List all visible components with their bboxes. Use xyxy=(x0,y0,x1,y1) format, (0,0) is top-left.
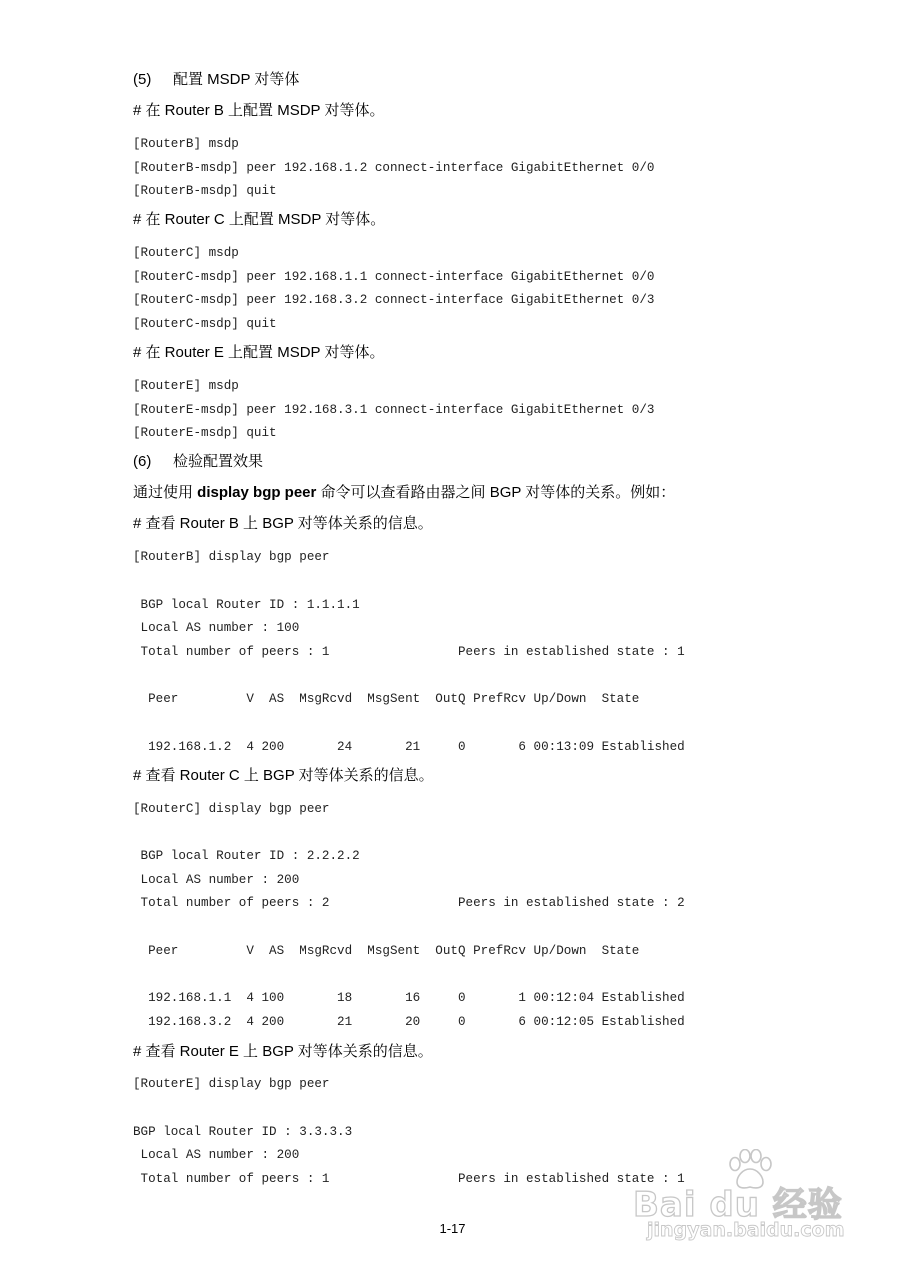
step-router-c-msdp: # 在 Router C 上配置 MSDP 对等体。 xyxy=(133,211,386,228)
code-line: [RouterC-msdp] peer 192.168.3.2 connect-interface GigabitEthernet 0/3 xyxy=(133,293,655,307)
intro-post: 命令可以查看路由器之间 BGP 对等体的关系。例如： xyxy=(316,484,676,501)
code-line: [RouterB-msdp] quit xyxy=(133,184,277,198)
intro-paragraph xyxy=(133,484,675,502)
code-line: [RouterE] msdp xyxy=(133,379,239,393)
section-number: (6) xyxy=(133,453,152,470)
step-router-e-msdp: # 在 Router E 上配置 MSDP 对等体。 xyxy=(133,344,385,361)
code-line: Local AS number : 200 xyxy=(133,1148,300,1162)
code-line: Total number of peers : 2 Peers in established state : 2 xyxy=(133,896,685,910)
table-header: Peer V AS MsgRcvd MsgSent OutQ PrefRcv Up/Down State xyxy=(133,944,640,958)
watermark-brand: Bai du 经验 xyxy=(633,1185,843,1225)
code-line: [RouterC-msdp] peer 192.168.1.1 connect-interface GigabitEthernet 0/0 xyxy=(133,270,655,284)
intro-command: display bgp peer xyxy=(197,484,317,501)
code-line: [RouterB-msdp] peer 192.168.1.2 connect-interface GigabitEthernet 0/0 xyxy=(133,161,655,175)
table-row: 192.168.1.1 4 100 18 16 0 1 00:12:04 Established xyxy=(133,991,685,1005)
code-line: [RouterC] display bgp peer xyxy=(133,802,330,816)
code-line: Local AS number : 200 xyxy=(133,873,300,887)
table-row: 192.168.3.2 4 200 21 20 0 6 00:12:05 Established xyxy=(133,1015,685,1029)
section-title: 配置 MSDP 对等体 xyxy=(173,71,300,88)
table-row: 192.168.1.2 4 200 24 21 0 6 00:13:09 Established xyxy=(133,740,685,754)
section-heading-6 xyxy=(133,453,263,471)
section-heading-5 xyxy=(133,71,299,89)
code-line: Total number of peers : 1 Peers in established state : 1 xyxy=(133,645,685,659)
section-number: (5) xyxy=(133,71,152,88)
step-router-e-bgp: # 查看 Router E 上 BGP 对等体关系的信息。 xyxy=(133,1043,433,1060)
watermark-site: jingyan.baidu.com xyxy=(647,1219,845,1241)
page-number: 1-17 xyxy=(439,1221,466,1236)
code-line: [RouterE-msdp] peer 192.168.3.1 connect-interface GigabitEthernet 0/3 xyxy=(133,403,655,417)
code-line: BGP local Router ID : 3.3.3.3 xyxy=(133,1125,353,1139)
baidu-watermark xyxy=(633,1149,853,1244)
code-line: Local AS number : 100 xyxy=(133,621,300,635)
code-line: [RouterC-msdp] quit xyxy=(133,317,277,331)
code-line: [RouterE] display bgp peer xyxy=(133,1077,330,1091)
step-router-b-bgp: # 查看 Router B 上 BGP 对等体关系的信息。 xyxy=(133,515,433,532)
intro-pre: 通过使用 xyxy=(133,484,198,501)
section-title: 检验配置效果 xyxy=(173,453,264,470)
code-line: [RouterB] msdp xyxy=(133,137,239,151)
step-router-c-bgp: # 查看 Router C 上 BGP 对等体关系的信息。 xyxy=(133,767,434,784)
code-line: BGP local Router ID : 1.1.1.1 xyxy=(133,598,360,612)
code-line: [RouterE-msdp] quit xyxy=(133,426,277,440)
table-header: Peer V AS MsgRcvd MsgSent OutQ PrefRcv Up/Down State xyxy=(133,692,640,706)
code-line: BGP local Router ID : 2.2.2.2 xyxy=(133,849,360,863)
code-line: [RouterB] display bgp peer xyxy=(133,550,330,564)
code-line: [RouterC] msdp xyxy=(133,246,239,260)
code-line: Total number of peers : 1 Peers in established state : 1 xyxy=(133,1172,685,1186)
step-router-b-msdp: # 在 Router B 上配置 MSDP 对等体。 xyxy=(133,102,385,119)
